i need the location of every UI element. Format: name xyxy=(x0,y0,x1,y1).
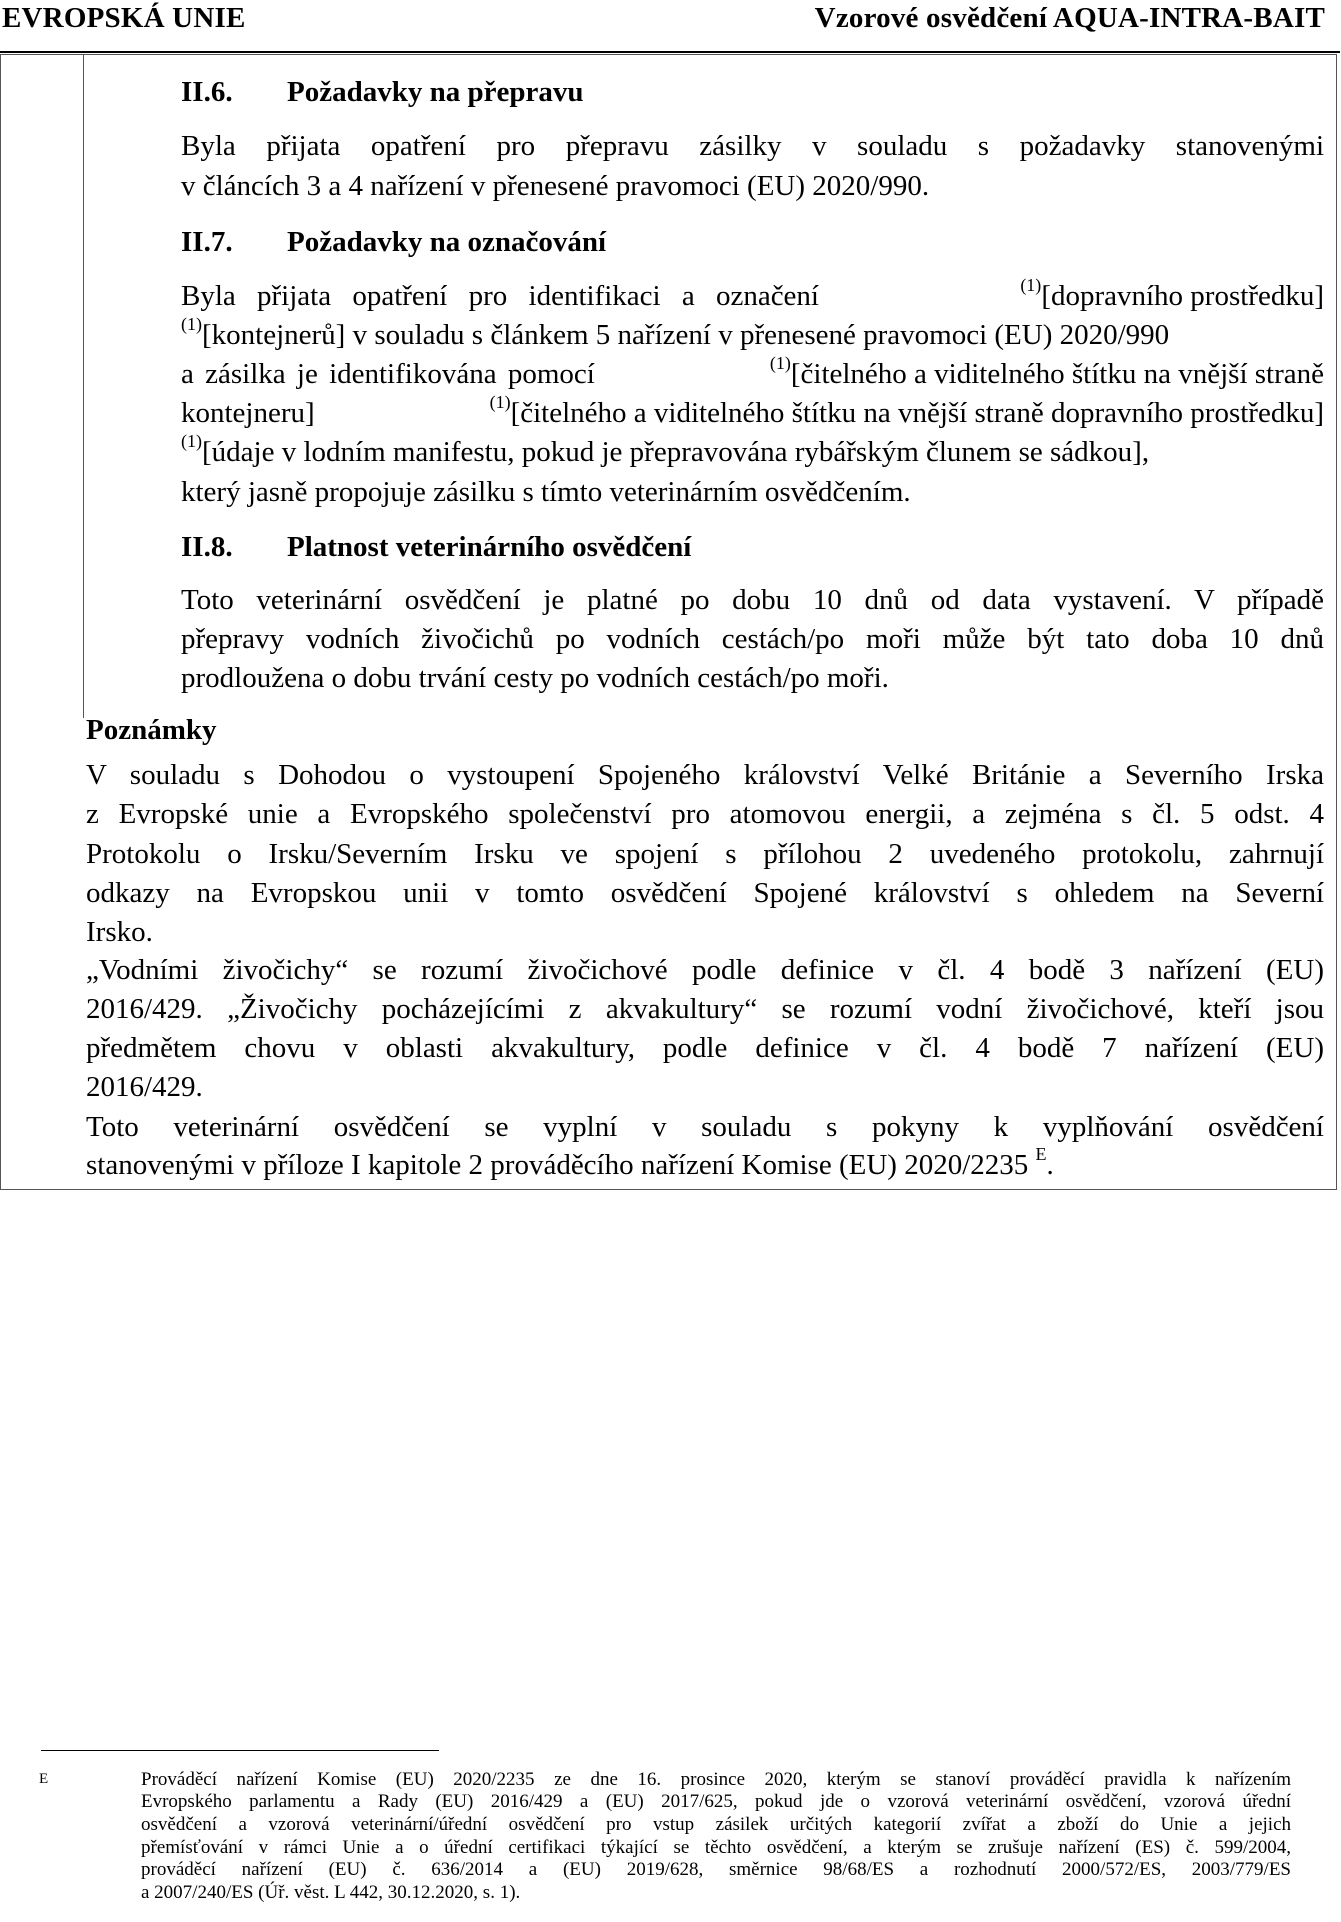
ii7-line-3-text: a zásilka je identifikována pomocí xyxy=(181,358,595,390)
notes-p2-line: předmětem chovu v oblasti akvakultury, podle definice v čl. 4 bodě 7 nařízení (EU) xyxy=(86,1032,1324,1064)
footnote-line: a 2007/240/ES (Úř. věst. L 442, 30.12.2020, s. 1). xyxy=(141,1882,521,1903)
ii7-line-3 xyxy=(181,353,1324,390)
ii7-line-4-text: kontejneru] xyxy=(181,397,315,429)
notes-p2-line: „Vodními živočichy“ se rozumí živočichové podle definice v čl. 4 bodě 3 nařízení (EU) xyxy=(86,954,1324,986)
notes-p2-line: 2016/429. „Živočichy pocházejícími z akvakultury“ se rozumí vodní živočichové, kteří jsou xyxy=(86,993,1324,1025)
ii8-line-3: prodloužena o dobu trvání cesty po vodních cestách/po moři. xyxy=(181,662,889,694)
notes-p1-line: odkazy na Evropskou unii v tomto osvědčení Spojené království s ohledem na Severní xyxy=(86,877,1324,909)
ii7-line-5-text: [údaje v lodním manifestu, pokud je přepravována rybářským člunem se sádkou], xyxy=(202,436,1150,468)
ii6-line-2: v článcích 3 a 4 nařízení v přenesené pravomoci (EU) 2020/990. xyxy=(181,170,930,202)
ii7-ref-3: (1) xyxy=(769,353,791,374)
footnote-mark: E xyxy=(39,1771,49,1787)
ii8-line-2: přepravy vodních živočichů po vodních cestách/po moři může být tato doba 10 dnů xyxy=(181,623,1324,655)
ii7-line-3-end xyxy=(769,353,1324,390)
ii7-ref-2: (1) xyxy=(181,314,202,335)
ii7-ref-1: (1) xyxy=(1020,275,1042,296)
notes-p1-line: V souladu s Dohodou o vystoupení Spojeného království Velké Británie a Severního Irska xyxy=(86,759,1324,791)
notes-p3-period: . xyxy=(1046,1149,1054,1181)
notes-p1-line: Irsko. xyxy=(86,916,153,948)
notes-p3-line: Toto veterinární osvědčení se vyplní v souladu s pokyny k vyplňování osvědčení xyxy=(86,1111,1324,1143)
header-right-title: Vzorové osvědčení AQUA-INTRA-BAIT xyxy=(814,2,1325,34)
ii7-line-2-text: [kontejnerů] v souladu s článkem 5 nařízení v přenesené pravomoci (EU) 2020/990 xyxy=(202,319,1170,351)
footnote-line: prováděcí nařízení (EU) č. 636/2014 a (EU) 2019/628, směrnice 98/68/ES a rozhodnutí 2000/572/ES, 2003/779/ES xyxy=(141,1859,1291,1880)
ii7-line-4-option: [čitelného a viditelného štítku na vnější straně dopravního prostředku] xyxy=(510,397,1324,429)
ii7-line-1-end xyxy=(1020,275,1324,312)
ii7-ref-4: (1) xyxy=(489,392,511,413)
section-number-ii8: II.8. xyxy=(181,531,233,563)
section-title-ii7: Požadavky na označování xyxy=(287,226,607,258)
section-title-ii6: Požadavky na přepravu xyxy=(287,76,584,108)
notes-p2-line: 2016/429. xyxy=(86,1071,203,1103)
notes-p1-line: z Evropské unie a Evropského společenství pro atomovou energii, a zejména s čl. 5 odst. 4 xyxy=(86,798,1324,830)
ii7-line-4 xyxy=(181,392,1324,429)
header-left-title: EVROPSKÁ UNIE xyxy=(2,2,246,34)
notes-p3-text: stanovenými v příloze I kapitole 2 prováděcího nařízení Komise (EU) 2020/2235 xyxy=(86,1149,1029,1181)
section-title-ii8: Platnost veterinárního osvědčení xyxy=(287,531,692,563)
footnote-line: Evropského parlamentu a Rady (EU) 2016/429 a (EU) 2017/625, pokud jde o vzorová veterinární osvědčení, vzorová úřední xyxy=(141,1791,1291,1812)
ii7-line-1-option: [dopravního prostředku] xyxy=(1041,280,1324,312)
ii7-line-3-option: [čitelného a viditelného štítku na vnější straně xyxy=(790,358,1324,390)
ii7-line-1 xyxy=(181,275,1324,312)
header-rule xyxy=(0,51,1340,53)
footnote-line: přemísťování v rámci Unie a o úřední certifikaci týkající se těchto osvědčení, a kterým se zrušuje nařízení (ES) č. 599/2004, xyxy=(141,1837,1291,1858)
notes-p1-line: Protokolu o Irsku/Severním Irsku ve spojení s přílohou 2 uvedeného protokolu, zahrnují xyxy=(86,838,1324,870)
notes-heading: Poznámky xyxy=(86,714,217,746)
section-number-ii7: II.7. xyxy=(181,226,233,258)
ii6-line-1: Byla přijata opatření pro přepravu zásilky v souladu s požadavky stanovenými xyxy=(181,130,1324,162)
ii7-ref-5: (1) xyxy=(181,431,202,452)
ii8-line-1: Toto veterinární osvědčení je platné po dobu 10 dnů od data vystavení. V případě xyxy=(181,584,1324,616)
ii7-line-6: který jasně propojuje zásilku s tímto veterinárním osvědčením. xyxy=(181,476,911,508)
ii7-line-2 xyxy=(181,314,1170,351)
ii7-line-5 xyxy=(181,431,1150,468)
ii7-line-4-end xyxy=(489,392,1324,429)
footnote-rule xyxy=(41,1750,439,1751)
section-number-ii6: II.6. xyxy=(181,76,233,108)
footnote-line: osvědčení a vzorová veterinární/úřední osvědčení pro vstup zásilek určitých kategorií zvířat a zboží do Unie a jejich xyxy=(141,1814,1291,1835)
footnote-line: Prováděcí nařízení Komise (EU) 2020/2235 ze dne 16. prosince 2020, kterým se stanoví prováděcí pravidla k nařízením xyxy=(141,1769,1291,1790)
ii7-line-1-text: Byla přijata opatření pro identifikaci a označení xyxy=(181,280,819,312)
frame-left-column xyxy=(83,54,84,718)
notes-p3-footnote-ref: E xyxy=(1035,1144,1047,1165)
notes-p3-line-last xyxy=(86,1144,1054,1181)
